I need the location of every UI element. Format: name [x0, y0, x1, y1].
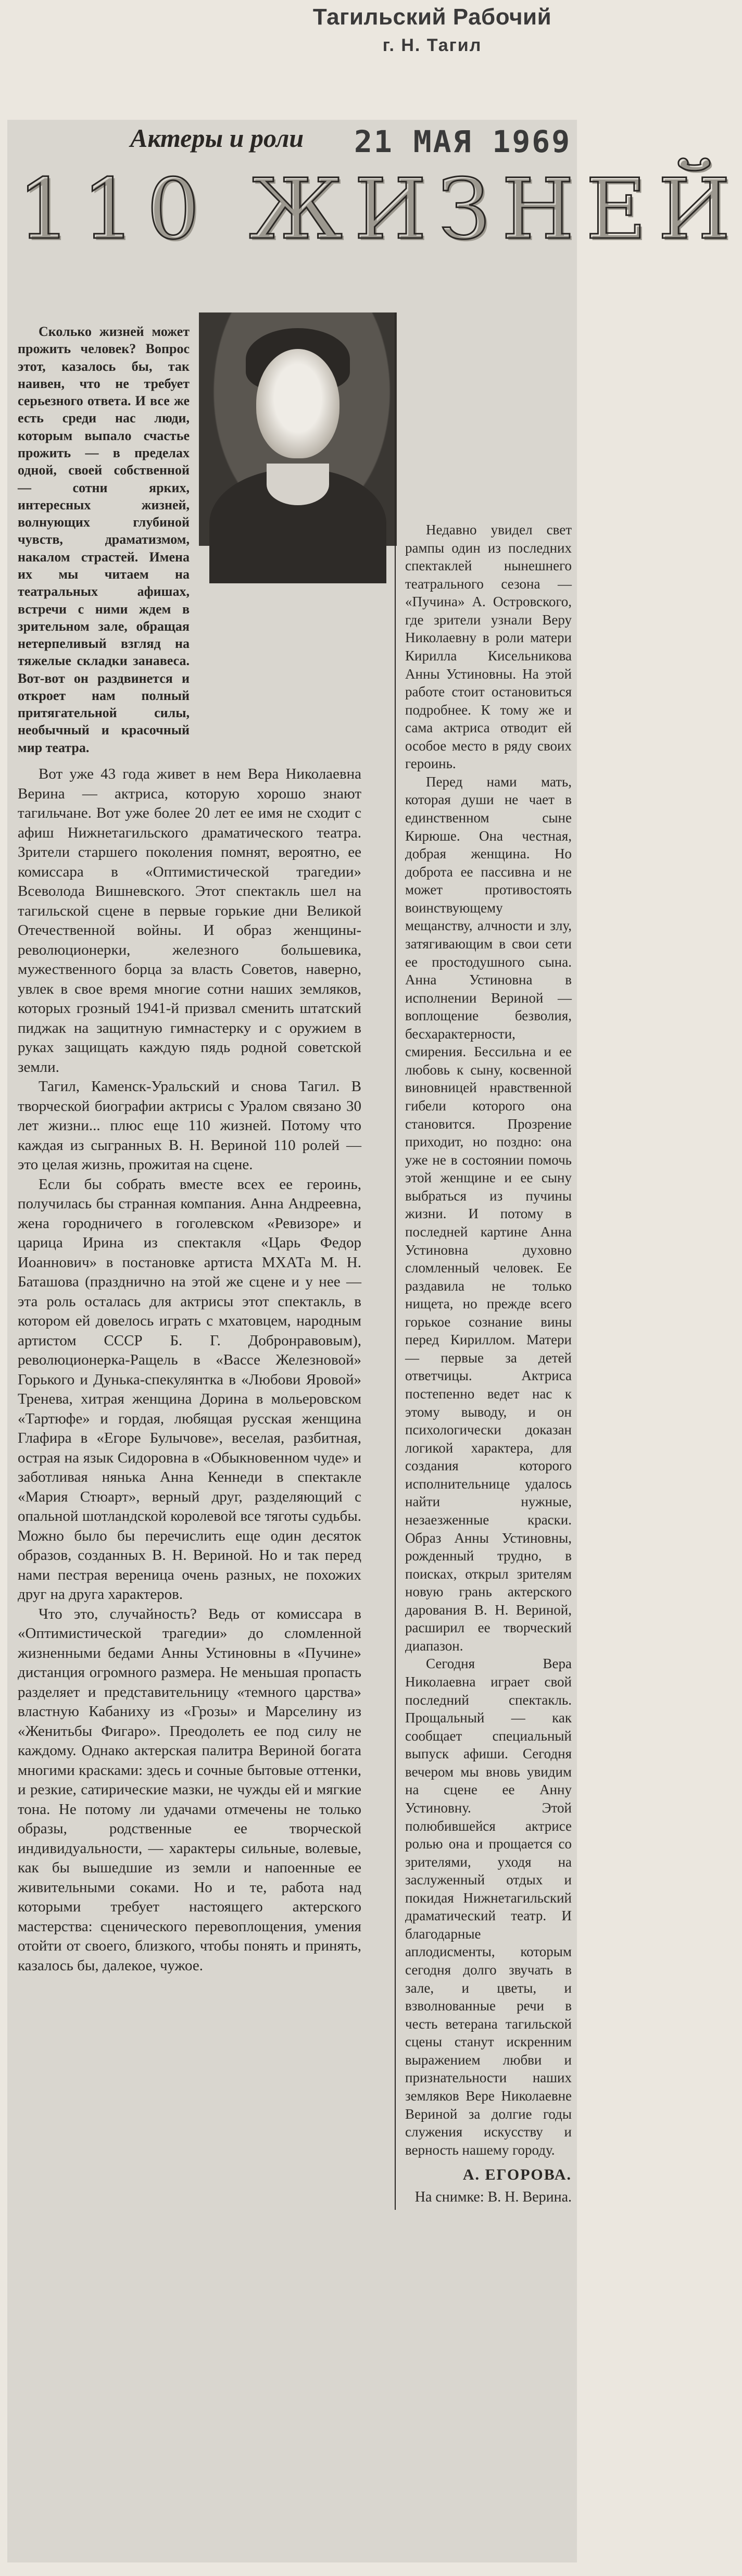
lead-paragraph: [18, 323, 190, 756]
article-paragraph: Что это, случайность? Ведь от комиссара в «Оптимистической трагедии» до сломленной жизненными бедами Анны Устиновны в «Пучине» дистанция огромного размера. Не меньшая пропасть разделяет и представительницу «темного царства» властную Кабаниху из «Грозы» и Марселину из «Женитьбы Фигаро». Преодолеть ее под силу не каждому. Однако актерская палитра Вериной богата многими красками: здесь и сочные бытовые оттенки, и резкие, сатирические мазки, не чужды ей и мягкие тона. Не потому ли удачами отмечены не только образы, родственные ее творческой индивидуальности, — характеры сильные, волевые, как бы вышедшие из земли и напоенные ее живительными соками. Но и те, работа над которыми требует настоящего актерского мастерства: сценического перевоплощения, умения отойти от своего, близкого, чтобы понять и принять, казалось бы, далекое, чужое.: [18, 1605, 361, 1974]
article-left-column: [18, 765, 361, 1975]
author-signature: А. ЕГОРОВА.: [462, 2166, 572, 2183]
newspaper-city: г. Н. Тагил: [382, 35, 482, 55]
issue-date: 21 МАЯ 1969: [354, 124, 572, 159]
portrait-collar: [267, 464, 329, 505]
article-paragraph: Если бы собрать вместе всех ее героинь, получилась бы странная компания. Анна Андреевна, жена городничего в гоголевском «Ревизоре» и царица Ирина из спектакля «Царь Федор Иоаннович» в постановке артиста МХАТа М. Н. Баташова (празднично на этой же сцене и у нее — эта роль осталась для актрисы этот спектакль, в котором ей довелось играть с мхатовцем, народным артистом СССР Б. Г. Добронравовым), революционерка-Ращель в «Вассе Железновой» Горького и Дунька-спекулянтка в «Любови Яровой» Тренева, хитрая женщина Дорина в мольеровском «Тартюфе» и гордая, любящая русская женщина Глафира в «Егоре Булычове», веселая, разбитная, острая на язык Сидоровна в «Обыкновенном чуде» и заботливая нянька Анна Кеннеди в спектакле «Мария Стюарт», верный друг, разделяющий с опальной шотландской королевой все тяготы судьбы. Можно было бы перечислить еще один десяток образов, созданных В. Н. Вериной. Но и так перед нами пестрая вереница очень разных, не похожих друг на друга характеров.: [18, 1176, 361, 1603]
article-paragraph: Вот уже 43 года живет в нем Вера Николаевна Верина — актриса, которую хорошо знают тагильчане. Вот уже более 20 лет ее имя не сходит с афиш Нижнетагильского драматического театра. Зрители старшего поколения помнят, вероятно, ее комиссара в «Оптимистической трагедии» Всеволода Вишневского. Этот спектакль шел на тагильской сцене в первые горькие дни Великой Отечественной войны. И образ женщины-революционерки, железного большевика, мужественного борца за власть Советов, наверно, увлек в свое время многие сотни наших земляков, которых грозный 1941-й призвал сменить штатский пиджак на защитную гимнастерку и с оружием в руках защищать каждую пядь родной советской земли.: [18, 766, 361, 1076]
photo-caption: На снимке: В. Н. Верина.: [414, 2189, 572, 2205]
article-paragraph: Тагил, Каменск-Уральский и снова Тагил. В творческой биографии актрисы с Уралом связано 30 лет жизни... плюс еще 110 жизней. Потому что каждая из сыгранных В. Н. Вериной 110 ролей — это целая жизнь, прожитая на сцене.: [18, 1078, 361, 1173]
actress-portrait: [199, 312, 397, 546]
article-paragraph: Недавно увидел свет рампы один из последних спектаклей нынешнего театрального сезона — «Пучина» А. Островского, где зрители узнали Веру Николаевну в роли матери Кирилла Кисельникова Анны Устиновны. На этой работе стоит остановиться подробнее. К тому же и сама актриса отводит ей особое место в ряду своих героинь.: [405, 522, 572, 772]
article-paragraph: Перед нами мать, которая души не чает в единственном сыне Кирюше. Она честная, добрая женщина. Но доброта ее пассивна и не может противостоять воинствующему мещанству, алчности и злу, затягивающим в свои сети ее простодушного сына. Анна Устиновна в исполнении Вериной — воплощение безволия, бесхарактерности, смирения. Бессильна и ее любовь к сыну, косвенной виновницей нравственной гибели которого она становится. Прозрение приходит, но поздно: она уже не в состоянии помочь этой женщине и ее сыну выбраться из пучины жизни. И потому в последней картине Анна Устиновна духовно сломленный человек. Ее раздавила не только нищета, но прежде всего горькое сознание вины перед Кириллом. Матери — первые за детей ответчицы. Актриса постепенно ведет нас к этому выводу, и он психологически доказан логикой характера, для создания которого исполнительнице удалось найти нужные, незаезженные краски. Образ Анны Устиновны, рожденный трудно, в поисках, открыл зрителям новую грань актерского дарования В. Н. Вериной, расширил ее творческий диапазон.: [405, 773, 572, 1654]
article-paragraph: Сегодня Вера Николаевна играет свой последний спектакль. Прощальный — как сообщает специальный выпуск афиши. Сегодня вечером мы вновь увидим на сцене ее Анну Устиновну. Этой полюбившейся актрисе ролью она и прощается со зрителями, уходя на заслуженный отдых и покидая Нижнетагильский драматический театр. И благодарные аплодисменты, которым сегодня долго звучать в зале, и цветы, и взволнованные речи в честь ветерана тагильской сцены станут искренним выражением любви и признательности наших земляков Вере Николаевне Вериной за долгие годы служения искусству и верность нашему городу.: [405, 1656, 572, 2158]
lead-text: Сколько жизней может прожить человек? Вопрос этот, казалось бы, так наивен, что не требует серьезного ответа. И все же есть среди нас люди, которым выпало счастье прожить — в пределах одной, своей собственной — сотни ярких, интересных жизней, волнующих глубиной чувств, драматизмом, накалом страстей. Имена их мы читаем на театральных афишах, встречи с ними ждем в зрительном зале, обращая нетерпеливый взгляд на тяжелые складки занавеса. Вот-вот он раздвинется и откроет нам полный притягательной силы, необычный и красочный мир театра.: [18, 324, 190, 755]
newspaper-name: Тагильский Рабочий: [312, 4, 552, 30]
portrait-face: [256, 349, 339, 458]
newspaper-stamp: [271, 4, 583, 171]
headline: 110 ЖИЗНЕЙ: [18, 160, 742, 258]
rubric: Актеры и роли: [130, 123, 304, 153]
article-right-column: [405, 521, 572, 2159]
column-divider: [395, 312, 396, 2210]
